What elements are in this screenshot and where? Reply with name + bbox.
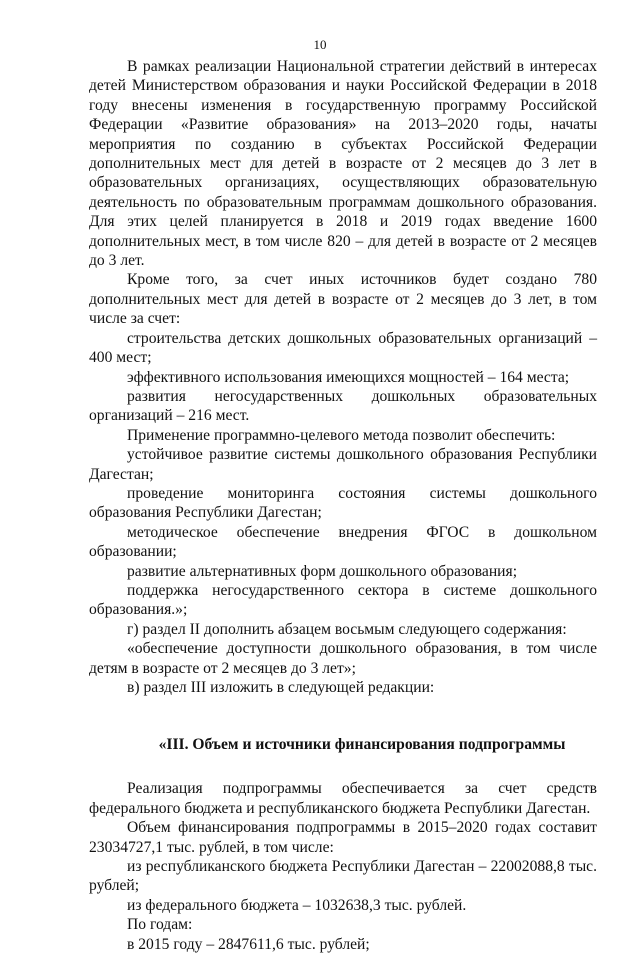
paragraph: из федерального бюджета – 1032638,3 тыс. рублей. bbox=[127, 896, 467, 914]
section-heading: «III. Объем и источники финансирования подпрограммы bbox=[158, 736, 566, 754]
paragraph: из республиканского бюджета Республики Дагестан – 22002088,8 тыс. рублей; bbox=[89, 858, 597, 895]
paragraph: проведение мониторинга состояния системы дошкольного образования Республики Дагестан; bbox=[89, 484, 597, 522]
paragraph: поддержка негосударственного сектора в системе дошкольного образования.»; bbox=[89, 581, 597, 619]
paragraph: строительства детских дошкольных образовательных организаций – 400 мест; bbox=[89, 329, 597, 367]
paragraph: Реализация подпрограммы обеспечивается за счет средств федерального бюджета и республиканского бюджета Республики Дагестан. bbox=[89, 780, 597, 817]
paragraph: г) раздел II дополнить абзацем восьмым следующего содержания: bbox=[127, 620, 567, 638]
paragraph: устойчивое развитие системы дошкольного образования Республики Дагестан; bbox=[89, 446, 597, 483]
paragraph: развитие альтернативных форм дошкольного образования; bbox=[127, 562, 518, 580]
page-number: 10 bbox=[313, 37, 327, 52]
paragraph: развития негосударственных дошкольных образовательных организаций – 216 мест. bbox=[89, 387, 597, 425]
document-body bbox=[89, 57, 597, 954]
paragraph: «обеспечение доступности дошкольного образования, в том числе детям в возрасте от 2 месяцев до 3 лет»; bbox=[89, 640, 597, 677]
paragraph: эффективного использования имеющихся мощностей – 164 места; bbox=[127, 368, 570, 386]
paragraph: в 2015 году – 2847611,6 тыс. рублей; bbox=[127, 935, 370, 953]
paragraph: Объем финансирования подпрограммы в 2015–2020 годах составит 23034727,1 тыс. рублей, в том числе: bbox=[89, 819, 597, 856]
paragraph: Применение программно-целевого метода позволит обеспечить: bbox=[127, 426, 556, 444]
paragraph: В рамках реализации Национальной стратегии действий в интересах детей Министерством образования и науки Российской Федерации в 2018 году внесены изменения в государственную программу Российской Федерации «Развитие образования» на 2013–2020 годы, начаты мероприятия по созданию в субъектах Российской Федерации дополнительных мест для детей в возрасте от 2 месяцев до 3 лет в образовательных организациях, осуществляющих образовательную деятельность по образовательным программам дошкольного образования. Для этих целей планируется в 2018 и 2019 годах введение 1600 дополнительных мест, в том числе 820 – для детей в возрасте от 2 месяцев до 3 лет. bbox=[89, 58, 597, 270]
paragraph: методическое обеспечение внедрения ФГОС в дошкольном образовании; bbox=[89, 523, 597, 561]
paragraph: Кроме того, за счет иных источников будет создано 780 дополнительных мест для детей в возрасте от 2 месяцев до 3 лет, в том числе за счет: bbox=[89, 271, 597, 328]
paragraph: в) раздел III изложить в следующей редакции: bbox=[127, 679, 435, 696]
spacer bbox=[89, 697, 597, 735]
paragraph: По годам: bbox=[127, 916, 193, 934]
spacer bbox=[89, 755, 597, 779]
